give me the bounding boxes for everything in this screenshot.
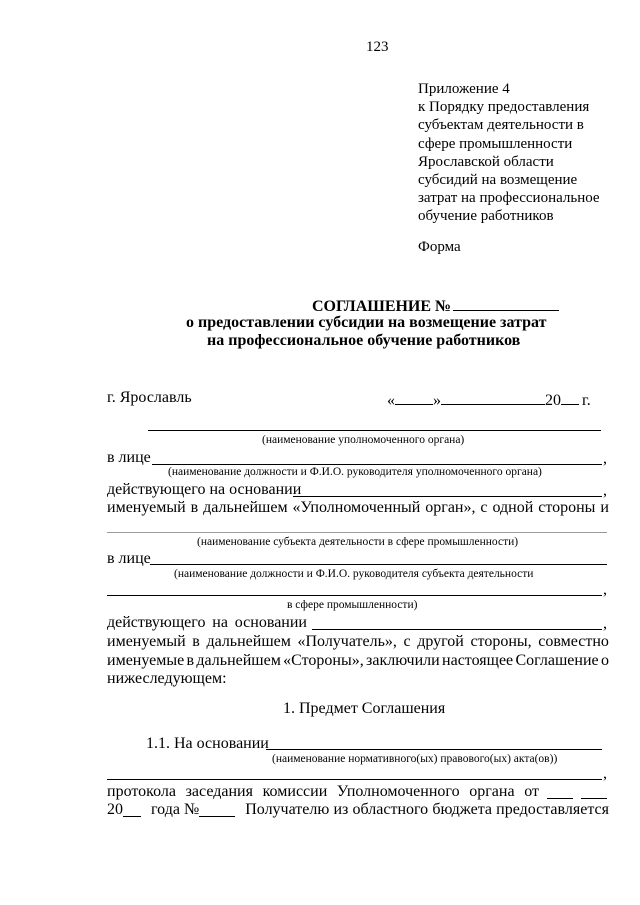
- in-person-label-2: в лице: [107, 550, 151, 567]
- word: заключили: [366, 652, 440, 669]
- in-person-label: в лице: [107, 449, 151, 466]
- protocol-number-field[interactable]: [199, 801, 235, 817]
- word: областного: [352, 801, 429, 818]
- word: Уполномоченного: [336, 783, 460, 800]
- word: Соглашение: [515, 652, 599, 669]
- word: заседания: [185, 783, 253, 800]
- appendix-line: к Порядку предоставления: [418, 99, 590, 116]
- appendix-line: субъектам деятельности в: [418, 117, 584, 134]
- word: в: [186, 652, 195, 669]
- subject-head-caption-cont: в сфере промышленности): [287, 599, 418, 611]
- protocol-line: [107, 783, 609, 801]
- word: стороны,: [470, 633, 532, 650]
- word: предоставляется: [496, 801, 609, 818]
- year-field[interactable]: [561, 389, 579, 405]
- jointly-named-line: [107, 652, 609, 670]
- month-field[interactable]: [441, 389, 545, 405]
- word: орган»,: [425, 499, 476, 516]
- year-number-label: года №: [151, 801, 200, 818]
- word: стороны: [538, 499, 596, 516]
- word: в: [192, 633, 200, 650]
- word: именуемые: [107, 652, 185, 669]
- word: Получателю: [245, 801, 330, 818]
- appendix-line: обучение работников: [418, 208, 554, 225]
- word: другой: [417, 633, 464, 650]
- agreement-subtitle-1: о предоставлении субсидии на возмещение затрат: [186, 314, 547, 331]
- word: «Уполномоченный: [292, 499, 421, 516]
- protocol-words: [107, 783, 539, 801]
- subject-head-field[interactable]: [150, 564, 607, 565]
- word: от: [524, 783, 539, 800]
- agreement-title: [312, 295, 559, 316]
- appendix-line: затрат на профессиональное: [418, 190, 600, 207]
- word: бюджета: [432, 801, 492, 818]
- year-suffix: г.: [582, 392, 591, 409]
- protocol-year-field[interactable]: [123, 801, 141, 817]
- day-field[interactable]: [395, 389, 433, 405]
- appendix-line: Приложение 4: [418, 81, 510, 97]
- protocol-day-field[interactable]: [547, 783, 573, 799]
- page-number: 123: [366, 39, 389, 55]
- agreement-subtitle-2: на профессиональное обучение работников: [207, 332, 521, 349]
- year-prefix-2: 20: [107, 801, 123, 818]
- subject-name-caption: (наименование субъекта деятельности в сфере промышленности): [197, 536, 519, 548]
- subject-name-field[interactable]: [107, 532, 607, 533]
- word: совместно: [538, 633, 609, 650]
- subject-head-caption: (наименование должности и Ф.И.О. руководителя субъекта деятельности: [174, 568, 534, 580]
- acting-basis-label: действующего на основании: [107, 481, 302, 498]
- word: настоящее: [442, 652, 514, 669]
- named-authorized-line: [107, 499, 609, 517]
- year-line-rest: [245, 801, 609, 819]
- appendix-line: субсидий на возмещение: [418, 172, 578, 189]
- word: в: [190, 499, 199, 516]
- authorized-head-caption: (наименование должности и Ф.И.О. руководителя уполномоченного органа): [168, 466, 542, 478]
- authorized-basis-field[interactable]: [293, 496, 602, 497]
- comma: ,: [603, 615, 607, 632]
- authorized-body-field[interactable]: [148, 430, 601, 431]
- appendix-line: сфере промышленности: [418, 135, 573, 152]
- word: дальнейшем: [206, 633, 291, 650]
- word: о: [600, 652, 609, 669]
- agreement-number-field[interactable]: [453, 295, 559, 311]
- normative-act-caption: (наименование нормативного(ых) правового(ых) акта(ов)): [272, 753, 558, 765]
- named-recipient-line: [107, 633, 609, 651]
- word: и: [600, 499, 609, 516]
- word: «Стороны»,: [283, 652, 364, 669]
- word: основании: [234, 614, 307, 631]
- normative-act-field-cont[interactable]: [107, 779, 602, 780]
- word: «Получатель»,: [297, 633, 397, 650]
- year-line: [107, 801, 609, 819]
- section-heading: 1. Предмет Соглашения: [283, 700, 446, 717]
- close-quote: »: [433, 392, 441, 409]
- authorized-body-caption: (наименование уполномоченного органа): [262, 434, 465, 446]
- normative-act-field[interactable]: [266, 749, 602, 750]
- acting-basis-line-2: [107, 614, 307, 632]
- agreement-title-text: СОГЛАШЕНИЕ №: [312, 298, 452, 315]
- word: дальнейшем: [196, 652, 281, 669]
- word: на: [212, 614, 228, 631]
- word: именуемый: [107, 499, 186, 516]
- word: из: [333, 801, 349, 818]
- subject-head-field-cont[interactable]: [107, 595, 602, 596]
- word: именуемый: [107, 633, 186, 650]
- city: г. Ярославль: [107, 389, 192, 406]
- word: действующего: [107, 614, 206, 631]
- word: одной: [492, 499, 534, 516]
- comma: ,: [603, 765, 607, 782]
- protocol-month-field[interactable]: [581, 783, 607, 799]
- word: с: [403, 633, 411, 650]
- comma: ,: [603, 450, 607, 467]
- word: дальнейшем: [203, 499, 288, 516]
- subject-basis-field[interactable]: [312, 629, 602, 630]
- word: протокола: [107, 783, 176, 800]
- word: с: [480, 499, 488, 516]
- word: комиссии: [262, 783, 328, 800]
- open-quote: «: [387, 392, 395, 409]
- form-label: Форма: [418, 239, 461, 255]
- date-line: [387, 389, 591, 410]
- comma: ,: [603, 581, 607, 598]
- clause-1-1-start: 1.1. На основании: [146, 735, 269, 752]
- appendix-line: Ярославской области: [418, 153, 554, 170]
- as-follows: нижеследующем:: [107, 670, 227, 687]
- word: органа: [469, 783, 515, 800]
- year-prefix: 20: [545, 392, 561, 409]
- appendix-block: [418, 80, 600, 226]
- comma: ,: [603, 482, 607, 499]
